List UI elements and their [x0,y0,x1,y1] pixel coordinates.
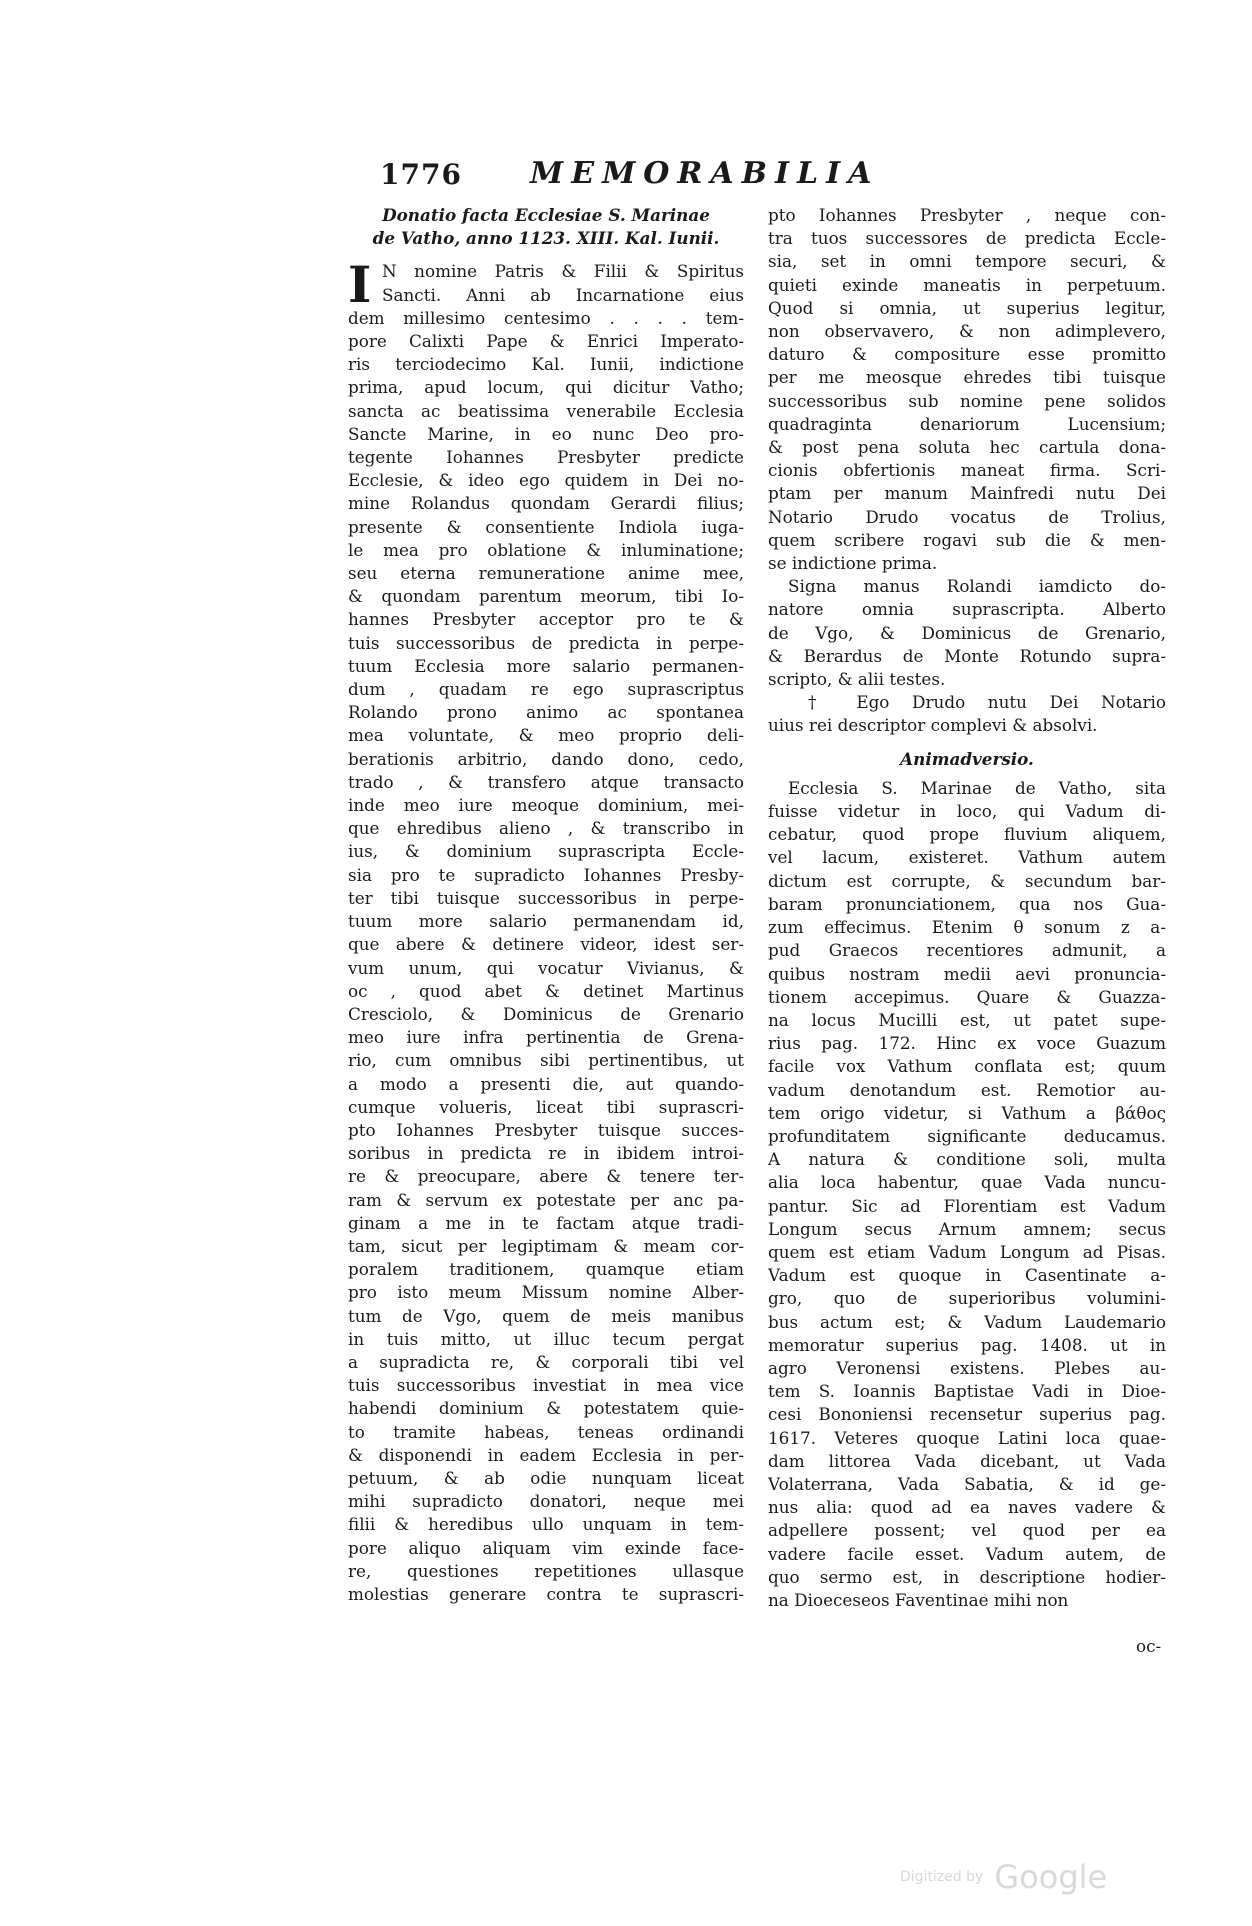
text-line: Sancti. Anni ab Incarnatione eius [382,284,744,305]
text-line: Quod si omnia, ut superius legitur, [768,297,1166,318]
text-line: sia pro te supradicto Iohannes Presby- [348,864,744,885]
text-line: agro Veronensi existens. Plebes au- [768,1357,1166,1378]
text-line: pro isto meum Missum nomine Alber- [348,1282,744,1303]
text-line: a supradicta re, & corporali tibi vel [348,1351,744,1372]
text-line: poralem traditionem, quamque etiam [348,1259,744,1280]
text-line: baram pronunciationem, qua nos Gua- [768,893,1166,914]
text-line: Ecclesie, & ideo ego quidem in Dei no- [348,470,744,491]
text-line: tam, sicut per legiptimam & meam cor- [348,1235,744,1256]
text-line: quem scribere rogavi sub die & men- [768,529,1166,550]
text-line: Sancte Marine, in eo nunc Deo pro- [348,423,744,444]
text-line: ptam per manum Mainfredi nutu Dei [768,483,1166,504]
text-line: na locus Mucilli est, ut patet supe- [768,1009,1166,1030]
catchword: oc- [1136,1636,1162,1656]
text-line: tionem accepimus. Quare & Guazza- [768,986,1166,1007]
text-line: successoribus sub nomine pene solidos [768,390,1166,411]
text-line: A natura & conditione soli, multa [768,1149,1166,1170]
text-line: re & preocupare, abere & tenere ter- [348,1166,744,1187]
text-line: cebatur, quod prope fluvium aliquem, [768,824,1166,845]
drop-cap: I [348,255,372,315]
text-line: N nomine Patris & Filii & Spiritus [382,261,744,282]
charter-text [348,255,744,1606]
notary-subscription [768,691,1166,737]
watermark-logo-text: Google [994,1858,1108,1896]
text-line: non observavero, & non adimplevero, [768,321,1166,342]
text-line: dictum est corrupte, & secundum bar- [768,870,1166,891]
text-line: ius, & dominium suprascripta Eccle- [348,841,744,862]
text-line: pore Calixti Pape & Enrici Imperato- [348,331,744,352]
text-line: petuum, & ab odie nunquam liceat [348,1467,744,1488]
text-line: berationis arbitrio, dando dono, cedo, [348,748,744,769]
text-line: seu eterna remuneratione anime mee, [348,563,744,584]
text-line: tem origo videtur, si Vathum a βάθος [768,1102,1166,1123]
text-line: † Ego Drudo nutu Dei Notario [808,692,1166,713]
text-line: in tuis mitto, ut illuc tecum pergat [348,1328,744,1349]
text-line: cumque volueris, liceat tibi suprascri- [348,1096,744,1117]
text-line: rius pag. 172. Hinc ex voce Guazum [768,1033,1166,1054]
text-line: & disponendi in eadem Ecclesia in per- [348,1444,744,1465]
text-line: cionis obfertionis maneat firma. Scri- [768,460,1166,481]
heading-line: Donatio facta Ecclesiae S. Marinae [382,205,710,225]
text-line: quibus nostram medii aevi pronuncia- [768,963,1166,984]
text-line: tuis successoribus investiat in mea vice [348,1375,744,1396]
text-line: sia, set in omni tempore securi, & [768,251,1166,272]
digitization-watermark [900,1858,1107,1896]
text-line: na Dioeceseos Faventinae mihi non [768,1589,1069,1610]
heading-line: de Vatho, anno 1123. XIII. Kal. Iunii. [372,228,720,249]
page-header [380,152,1030,198]
text-line: presente & consentiente Indiola iuga- [348,516,744,537]
text-line: vadum denotandum est. Remotior au- [768,1079,1166,1100]
text-line: dem millesimo centesimo . . . . tem- [348,307,744,328]
text-line: vadere facile esset. Vadum autem, de [768,1543,1166,1564]
text-line: pore aliquo aliquam vim exinde face- [348,1537,744,1558]
text-line: alia loca habentur, quae Vada nuncu- [768,1172,1166,1193]
text-line: facile vox Vathum conflata est; quum [768,1056,1166,1077]
text-line: & quondam parentum meorum, tibi Io- [348,586,744,607]
text-line: Signa manus Rolandi iamdicto do- [788,576,1166,597]
text-line: inde meo iure meoque dominium, mei- [348,795,744,816]
text-line: sancta ac beatissima venerabile Ecclesia [348,400,744,421]
text-line: ram & servum ex potestate per anc pa- [348,1189,744,1210]
text-line: bus actum est; & Vadum Laudemario [768,1311,1166,1332]
text-line: gro, quo de superioribus volumini- [768,1288,1166,1309]
left-column [348,204,744,1606]
text-line: per me meosque ehredes tibi tuisque [768,367,1166,388]
text-line: tra tuos successores de predicta Eccle- [768,228,1166,249]
text-line: tem S. Ioannis Baptistae Vadi in Dioe- [768,1381,1166,1402]
text-line: 1617. Veteres quoque Latini loca quae- [768,1427,1166,1448]
text-line: tuum more salario permanendam id, [348,911,744,932]
text-line: dam littorea Vada dicebant, ut Vada [768,1450,1166,1471]
text-line: adpellere possent; vel quod per ea [768,1520,1166,1541]
text-line: uius rei descriptor complevi & absolvi. [768,715,1098,736]
text-line: nus alia: quod ad ea naves vadere & [768,1497,1166,1518]
text-line: habendi dominium & potestatem quie- [348,1398,744,1419]
text-line: hannes Presbyter acceptor pro te & [348,609,744,630]
text-line: natore omnia suprascripta. Alberto [768,599,1166,620]
text-line: ris terciodecimo Kal. Iunii, indictione [348,354,744,375]
watermark-small-text: Digitized by [900,1869,984,1885]
text-line: ter tibi tuisque successoribus in perpe- [348,887,744,908]
text-line: ginam a me in te factam atque tradi- [348,1212,744,1233]
text-line: le mea pro oblatione & inluminatione; [348,539,744,560]
text-line: scripto, & alii testes. [768,669,946,690]
text-line: que abere & detinere videor, idest ser- [348,934,744,955]
page-number: 1776 [380,158,462,191]
text-line: zum effecimus. Etenim θ sonum z a- [768,917,1166,938]
text-line: filii & heredibus ullo unquam in tem- [348,1514,744,1535]
text-line: to tramite habeas, teneas ordinandi [348,1421,744,1442]
text-line: dum , quadam re ego suprascriptus [348,679,744,700]
text-line: a modo a presenti die, aut quando- [348,1073,744,1094]
text-line: quieti exinde maneatis in perpetuum. [768,274,1166,295]
text-line: mihi supradicto donatori, neque mei [348,1491,744,1512]
text-line: pantur. Sic ad Florentiam est Vadum [768,1195,1166,1216]
text-line: quadraginta denariorum Lucensium; [768,413,1166,434]
text-line: oc , quod abet & detinet Martinus [348,980,744,1001]
text-line: memoratur superius pag. 1408. ut in [768,1334,1166,1355]
text-line: tuum Ecclesia more salario permanen- [348,655,744,676]
section-title: Animadversio. [900,748,1034,769]
text-line: meo iure infra pertinentia de Grena- [348,1027,744,1048]
text-line: molestias generare contra te suprascri- [348,1583,744,1604]
text-line: Longum secus Arnum amnem; secus [768,1218,1166,1239]
text-line: Vadum est quoque in Casentinate a- [768,1265,1166,1286]
commentary-text [768,777,1166,1612]
text-line: re, questiones repetitiones ullasque [348,1560,744,1581]
document-heading [348,204,744,250]
text-line: Volaterrana, Vada Sabatia, & id ge- [768,1473,1166,1494]
text-line: & Berardus de Monte Rotundo supra- [768,645,1166,666]
text-line: pto Iohannes Presbyter , neque con- [768,205,1166,225]
text-line: soribus in predicta re in ibidem introi- [348,1143,744,1164]
text-line: fuisse videtur in loco, qui Vadum di- [768,801,1166,822]
text-line: vel lacum, existeret. Vathum autem [768,847,1166,868]
text-line: profunditatem significante deducamus. [768,1125,1166,1146]
text-line: Cresciolo, & Dominicus de Grenario [348,1003,744,1024]
text-line: & post pena soluta hec cartula dona- [768,437,1166,458]
text-line: pud Graecos recentiores admunit, a [768,940,1166,961]
text-line: mine Rolandus quondam Gerardi filius; [348,493,744,514]
text-line: Rolando prono animo ac spontanea [348,702,744,723]
witness-signatures [768,575,1166,691]
text-line: mea voluntate, & meo proprio deli- [348,725,744,746]
text-line: vum unum, qui vocatur Vivianus, & [348,957,744,978]
text-line: de Vgo, & Dominicus de Grenario, [768,622,1166,643]
running-title: MEMORABILIA [530,156,880,191]
text-line: quo sermo est, in descriptione hodier- [768,1566,1166,1587]
text-line: daturo & compositure esse promitto [768,344,1166,365]
text-line: rio, cum omnibus sibi pertinentibus, ut [348,1050,744,1071]
text-line: prima, apud locum, qui dicitur Vatho; [348,377,744,398]
text-line: quem est etiam Vadum Longum ad Pisas. [768,1241,1166,1262]
text-line: Ecclesia S. Marinae de Vatho, sita [788,777,1166,798]
text-line: cesi Bononiensi recensetur superius pag. [768,1404,1166,1425]
text-line: tum de Vgo, quem de meis manibus [348,1305,744,1326]
text-line: se indictione prima. [768,553,938,574]
text-line: tegente Iohannes Presbyter predicte [348,447,744,468]
text-line: pto Iohannes Presbyter tuisque succes- [348,1119,744,1140]
text-line: trado , & transfero atque transacto [348,771,744,792]
charter-continuation [768,204,1166,575]
right-column [768,204,1166,1612]
text-line: Notario Drudo vocatus de Trolius, [768,506,1166,527]
text-line: tuis successoribus de predicta in perpe- [348,632,744,653]
text-line: que ehredibus alieno , & transcribo in [348,818,744,839]
